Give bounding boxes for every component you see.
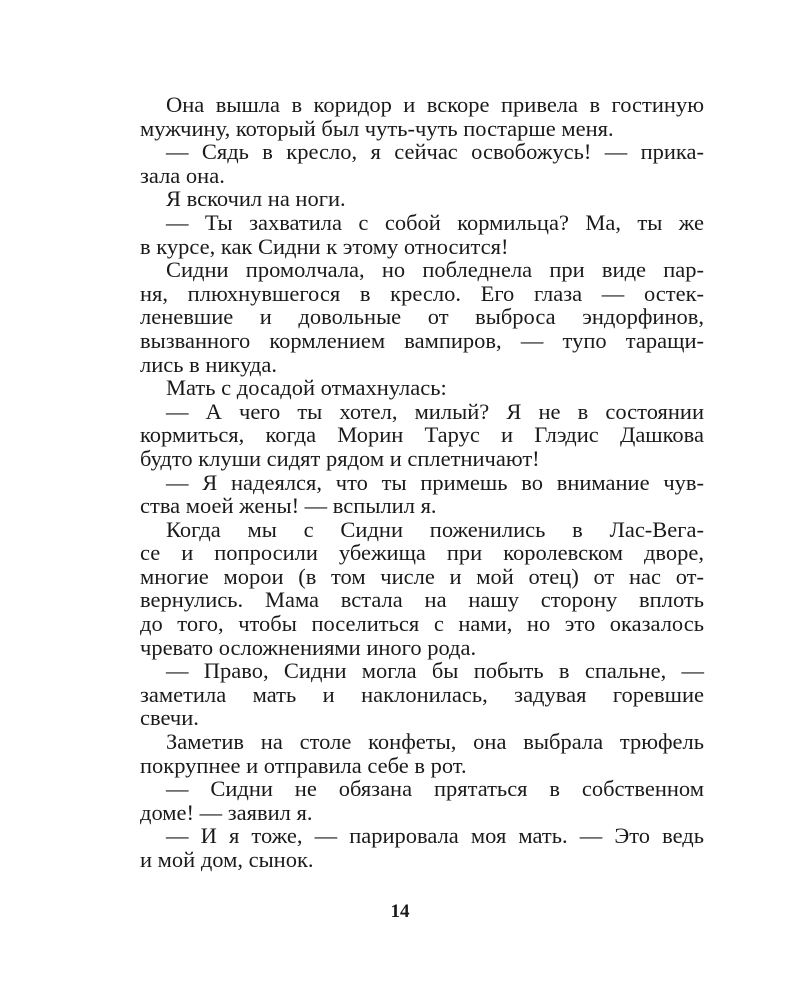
text-line: доме! — заявил я. <box>140 799 313 825</box>
page-number: 14 <box>390 901 410 922</box>
text-line: будто клуши сидят рядом и сплетничают! <box>140 445 540 471</box>
text-line: — Сидни не обязана прятаться в собственном <box>166 776 704 802</box>
text-line: до того, чтобы поселиться с нами, но это оказалось <box>140 611 704 637</box>
text-line: — А чего ты хотел, милый? Я не в состоянии <box>166 398 704 424</box>
text-line: се и попросили убежища при королевском дворе, <box>140 540 704 566</box>
text-line: Мать с досадой отмахнулась: <box>166 375 447 401</box>
text-line: — Сядь в кресло, я сейчас освобожусь! — прика- <box>166 139 704 165</box>
text-line: ства моей жены! — вспылил я. <box>140 493 437 519</box>
text-line: Сидни промолчала, но побледнела при виде пар- <box>166 257 704 283</box>
text-line: Заметив на столе конфеты, она выбрала трюфель <box>166 729 704 755</box>
text-line: — Ты захватила с собой кормильца? Ма, ты же <box>166 209 704 235</box>
text-line: Она вышла в коридор и вскоре привела в гостиную <box>166 92 704 117</box>
text-line: зала она. <box>140 162 225 188</box>
text-line: Когда мы с Сидни поженились в Лас-Вега- <box>166 516 704 542</box>
text-line: вызванного кормлением вампиров, — тупо таращи- <box>140 327 704 353</box>
text-line: покрупнее и отправила себе в рот. <box>140 752 467 778</box>
text-line: — Я надеялся, что ты примешь во внимание чув- <box>166 469 704 495</box>
text-line: многие морои (в том числе и мой отец) от нас от- <box>140 563 704 589</box>
text-line: — И я тоже, — парировала моя мать. — Это ведь <box>166 823 704 849</box>
text-line: в курсе, как Сидни к этому относится! <box>140 233 509 259</box>
text-line: и мой дом, сынок. <box>140 847 314 872</box>
text-line: вернулись. Мама встала на нашу сторону вплоть <box>140 587 704 613</box>
text-line: кормиться, когда Морин Тарус и Глэдис Дашкова <box>140 422 704 448</box>
text-line: Я вскочил на ноги. <box>166 186 346 212</box>
text-line: чревато осложнениями иного рода. <box>140 634 477 660</box>
text-line: свечи. <box>140 705 199 731</box>
text-line: мужчину, который был чуть-чуть постарше меня. <box>140 115 614 141</box>
text-line: леневшие и довольные от выброса эндорфинов, <box>140 304 704 330</box>
text-line: заметила мать и наклонилась, задувая горевшие <box>140 681 704 707</box>
text-line: ня, плюхнувшегося в кресло. Его глаза — остек- <box>140 280 704 306</box>
text-line: лись в никуда. <box>140 351 277 377</box>
book-page-text <box>140 93 704 872</box>
text-line: — Право, Сидни могла бы побыть в спальне, — <box>166 658 704 684</box>
